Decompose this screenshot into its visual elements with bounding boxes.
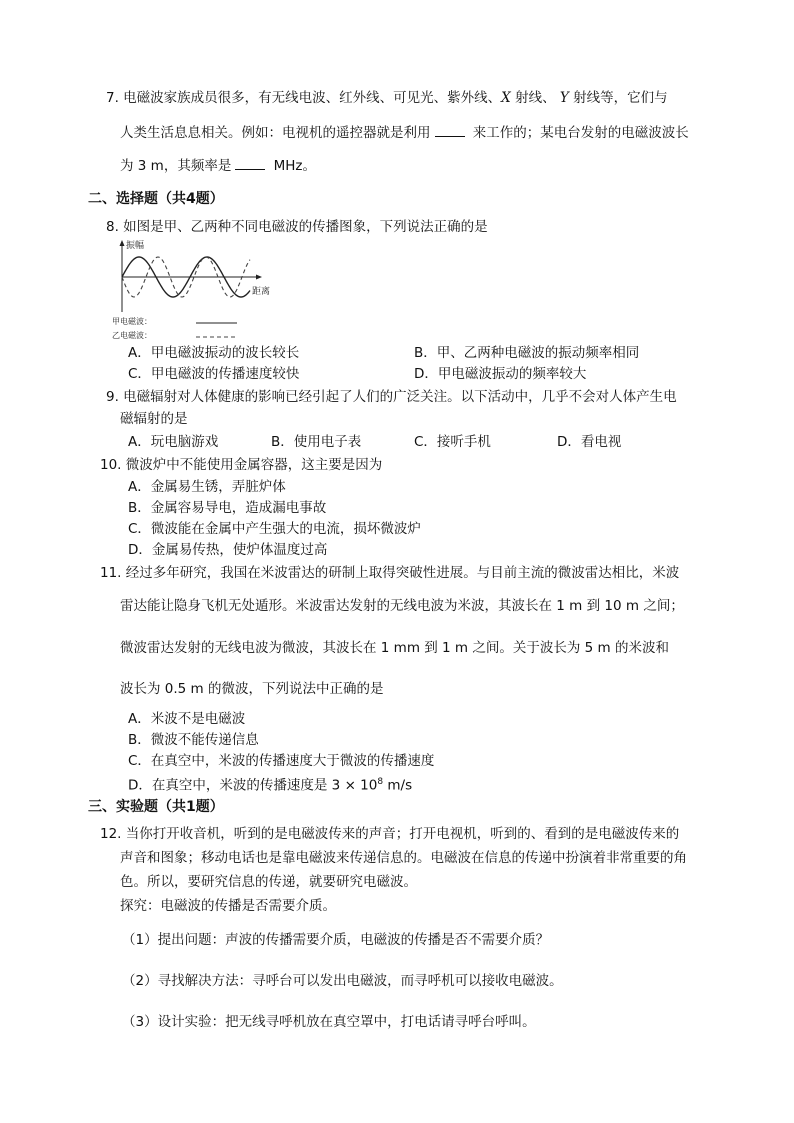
q7-line1 [106, 88, 668, 108]
q9-line1: 9. 电磁辐射对人体健康的影响已经引起了人们的广泛关注。以下活动中，几乎不会对人体产生电 [106, 389, 677, 405]
q10-option-d[interactable]: D．金属易传热，使炉体温度过高 [128, 542, 328, 558]
q11-option-c[interactable]: C．在真空中，米波的传播速度大于微波的传播速度 [128, 753, 435, 769]
q7-line2 [120, 122, 689, 143]
q9-line2: 磁辐射的是 [120, 411, 188, 427]
q10-stem: 10. 微波炉中不能使用金属容器，这主要是因为 [100, 457, 383, 473]
q11-line1: 11. 经过多年研究，我国在米波雷达的研制上取得突破性进展。与目前主流的微波雷达相比，米波 [100, 565, 680, 581]
q7-blank-1[interactable] [435, 122, 465, 137]
q8-stem: 8. 如图是甲、乙两种不同电磁波的传播图象，下列说法正确的是 [106, 219, 488, 235]
q12-line4: 探究：电磁波的传播是否需要介质。 [120, 898, 336, 914]
q11-option-b[interactable]: B．微波不能传递信息 [128, 732, 259, 748]
q8-option-a[interactable]: A．甲电磁波振动的波长较长 [128, 345, 300, 361]
q12-step2: （2）寻找解决方法：寻呼台可以发出电磁波，而寻呼机可以接收电磁波。 [122, 973, 563, 989]
q12-step3: （3）设计实验：把无线寻呼机放在真空罩中，打电话请寻呼台呼叫。 [122, 1014, 536, 1030]
legend-b-label: 乙电磁波： [112, 331, 152, 340]
q9-option-d[interactable]: D．看电视 [557, 434, 622, 450]
wave-figure [112, 238, 282, 344]
x-axis-label: 距离 [252, 287, 271, 297]
q9-option-a[interactable]: A．玩电脑游戏 [128, 434, 219, 450]
q8-option-d[interactable]: D．甲电磁波振动的频率较大 [414, 366, 587, 382]
section-title-choice: 二、选择题（共4题） [88, 191, 224, 207]
q11-option-d-unit: m/s [383, 777, 413, 794]
q11-option-d[interactable] [128, 772, 412, 796]
q7-blank-2[interactable] [235, 155, 265, 170]
x-axis-arrow [256, 275, 262, 280]
q11-line4: 波长为 0.5 m 的微波，下列说法中正确的是 [120, 681, 384, 697]
y-axis-arrow [120, 240, 125, 246]
y-symbol: Y [559, 90, 569, 106]
q7-line3-a: 为 3 m，其频率是 [120, 158, 232, 174]
q12-line1: 12. 当你打开收音机，听到的是电磁波传来的声音；打开电视机，听到的、看到的是电磁波传来的 [100, 826, 680, 842]
q7-text-a: 7. 电磁波家族成员很多，有无线电波、红外线、可见光、紫外线、 [106, 90, 502, 106]
q9-option-b[interactable]: B．使用电子表 [271, 434, 362, 450]
q11-option-a[interactable]: A．米波不是电磁波 [128, 711, 246, 727]
q7-line3 [120, 155, 316, 176]
q7-line2-a: 人类生活息息相关。例如：电视机的遥控器就是利用 [120, 125, 431, 141]
q8-option-c[interactable]: C．甲电磁波的传播速度较快 [128, 366, 300, 382]
section-title-experiment: 三、实验题（共1题） [88, 799, 224, 815]
q10-option-a[interactable]: A．金属易生锈，弄脏炉体 [128, 479, 286, 495]
q12-line2: 声音和图象；移动电话也是靠电磁波来传递信息的。电磁波在信息的传递中扮演着非常重要的角 [120, 850, 687, 866]
q11-option-d-text: D．在真空中，米波的传播速度是 3 × 10 [128, 777, 378, 794]
legend-a-label: 甲电磁波： [112, 317, 152, 326]
q12-line3: 色。所以，要研究信息的传递，就要研究电磁波。 [120, 874, 417, 890]
q11-line3: 微波雷达发射的无线电波为微波，其波长在 1 mm 到 1 m 之间。关于波长为 5 m 的米波和 [120, 640, 669, 656]
q12-step1: （1）提出问题：声波的传播需要介质，电磁波的传播是否不需要介质？ [122, 932, 550, 948]
q10-option-b[interactable]: B．金属容易导电，造成漏电事故 [128, 500, 327, 516]
q7-line3-b: MHz。 [269, 158, 317, 174]
q7-text-end: 射线等，它们与 [568, 90, 668, 106]
q10-option-c[interactable]: C．微波能在金属中产生强大的电流，损坏微波炉 [128, 521, 421, 537]
q11-option-d-exponent: 8 [377, 777, 384, 787]
y-axis-label: 振幅 [126, 241, 145, 251]
q7-line2-b: 来工作的；某电台发射的电磁波波长 [468, 125, 689, 141]
q11-line2: 雷达能让隐身飞机无处遁形。米波雷达发射的无线电波为米波，其波长在 1 m 到 10 m 之间； [120, 598, 684, 614]
x-symbol: X [501, 90, 511, 106]
q7-text-mid: 射线、 [510, 90, 560, 106]
q9-option-c[interactable]: C．接听手机 [414, 434, 491, 450]
q8-option-b[interactable]: B．甲、乙两种电磁波的振动频率相同 [414, 345, 640, 361]
